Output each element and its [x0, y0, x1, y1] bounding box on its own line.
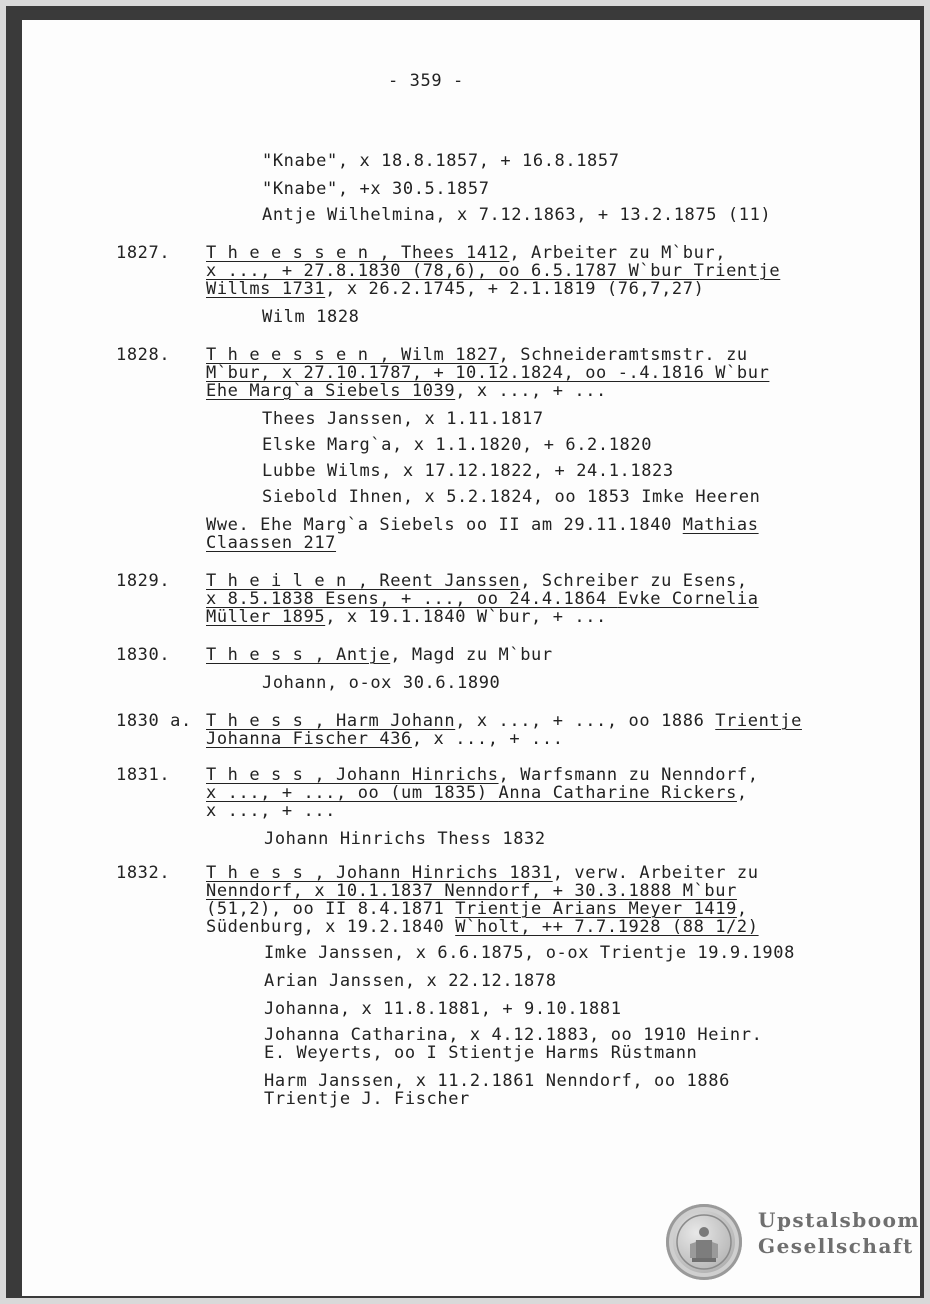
entry-1830a-spouse: Johanna Fischer 436: [206, 729, 412, 749]
entry-1830a-line2: [206, 730, 564, 748]
entry-1831-line2: [206, 784, 748, 802]
entry-1829-line1: [206, 572, 748, 590]
entry-1830-name: T h e s s , Antje: [206, 645, 391, 665]
entry-number-1828: 1828.: [116, 345, 171, 365]
logo-text-line2: Gesellschaft: [758, 1234, 914, 1258]
entry-1831-name: T h e s s , Johann Hinrichs: [206, 765, 499, 785]
child-line: Trientje J. Fischer: [264, 1089, 470, 1109]
entry-1828-line1: [206, 346, 748, 364]
child-line: Harm Janssen, x 11.2.1861 Nenndorf, oo 1886: [264, 1071, 730, 1091]
entry-1828-note1: [206, 516, 759, 534]
entry-1832-line4: [206, 918, 759, 936]
entry-1828-text: Wwe. Ehe Marg`a Siebels oo II am 29.11.1840: [206, 515, 683, 535]
entry-1827-text: , Arbeiter zu M`bur,: [509, 243, 727, 263]
entry-1832-text: , verw. Arbeiter zu: [552, 863, 759, 883]
entry-1832-text: W`holt, ++ 7.7.1928 (88 1/2): [455, 917, 759, 937]
entry-1827-line3: [206, 280, 704, 298]
entry-1828-spouse2: Mathias: [682, 515, 759, 535]
entry-1830a-spouse: Trientje: [715, 711, 802, 731]
entry-1832-text: ,: [736, 899, 748, 919]
entry-1832-line1: [206, 864, 759, 882]
entry-1827-spouse: Willms 1731: [206, 279, 326, 299]
entry-1830-line1: [206, 646, 553, 664]
page-number: - 359 -: [388, 71, 464, 91]
entry-1830-text: , Magd zu M`bur: [390, 645, 553, 665]
entry-1832-line3: [206, 900, 748, 918]
entry-1829-spouse: Müller 1895: [206, 607, 326, 627]
child-line: Arian Janssen, x 22.12.1878: [264, 971, 557, 991]
entry-1827-spouse: W`bur Trientje: [628, 261, 781, 281]
child-line: "Knabe", x 18.8.1857, + 16.8.1857: [262, 151, 620, 171]
entry-1828-name: T h e e s s e n , Wilm 1827: [206, 345, 499, 365]
entry-1827-text: x ..., + 27.8.1830 (78,6), oo 6.5.1787: [206, 261, 629, 281]
entry-1829-line2: [206, 590, 759, 608]
entry-1832-text: Südenburg, x 19.2.1840: [206, 917, 456, 937]
seal-figure-icon: [666, 1204, 742, 1280]
entry-1829-text: , x 19.1.1840 W`bur, + ...: [325, 607, 607, 627]
entry-1832-spouse: Trientje Arians Meyer 1419: [455, 899, 737, 919]
entry-1832-line2: Nenndorf, x 10.1.1837 Nenndorf, + 30.3.1888 M`bur: [206, 881, 737, 901]
child-line: E. Weyerts, oo I Stientje Harms Rüstmann: [264, 1043, 698, 1063]
child-line: Siebold Ihnen, x 5.2.1824, oo 1853 Imke Heeren: [262, 487, 761, 507]
entry-1830a-text: , x ..., + ...: [411, 729, 564, 749]
entry-1829-text: x 8.5.1838 Esens, + ..., oo 24.4.1864: [206, 589, 618, 609]
entry-1832-name: T h e s s , Johann Hinrichs 1831: [206, 863, 553, 883]
entry-number-1830a: 1830 a.: [116, 711, 192, 731]
entry-1830a-text: , x ..., + ..., oo 1886: [455, 711, 716, 731]
entry-1829-name: T h e i l e n , Reent Janssen: [206, 571, 521, 591]
entry-number-1831: 1831.: [116, 765, 171, 785]
entry-1830a-line1: [206, 712, 802, 730]
entry-1830a-name: T h e s s , Harm Johann: [206, 711, 456, 731]
entry-1827-name: T h e e s s e n , Thees 1412: [206, 243, 510, 263]
child-line: Johann Hinrichs Thess 1832: [264, 829, 546, 849]
entry-1828-line2: M`bur, x 27.10.1787, + 10.12.1824, oo -.4.1816 W`bur: [206, 363, 770, 383]
entry-1828-spouse: Ehe Marg`a Siebels 1039: [206, 381, 456, 401]
entry-1828-text: , x ..., + ...: [455, 381, 607, 401]
page-frame: [6, 6, 924, 1298]
child-line: Thees Janssen, x 1.11.1817: [262, 409, 544, 429]
entry-1831-text: ,: [736, 783, 748, 803]
child-line: Johann, o-ox 30.6.1890: [262, 673, 501, 693]
child-line: Johanna Catharina, x 4.12.1883, oo 1910 Heinr.: [264, 1025, 763, 1045]
document-page: [22, 20, 920, 1296]
child-line: Lubbe Wilms, x 17.12.1822, + 24.1.1823: [262, 461, 674, 481]
entry-1831-line1: [206, 766, 759, 784]
entry-1827-line2: [206, 262, 780, 280]
child-line: Wilm 1828: [262, 307, 360, 327]
entry-1827-text: , x 26.2.1745, + 2.1.1819 (76,7,27): [325, 279, 705, 299]
entry-1828-line3: [206, 382, 607, 400]
entry-number-1830: 1830.: [116, 645, 171, 665]
child-line: Johanna, x 11.8.1881, + 9.10.1881: [264, 999, 622, 1019]
child-line: Antje Wilhelmina, x 7.12.1863, + 13.2.1875 (11): [262, 205, 772, 225]
entry-1831-spouse: Anna Catharine Rickers: [498, 783, 737, 803]
entry-1828-text: , Schneideramtsmstr. zu: [498, 345, 748, 365]
entry-1828-note2: Claassen 217: [206, 533, 337, 553]
entry-1831-text: , Warfsmann zu Nenndorf,: [498, 765, 759, 785]
child-line: "Knabe", +x 30.5.1857: [262, 179, 490, 199]
entry-1829-line3: [206, 608, 607, 626]
entry-number-1832: 1832.: [116, 863, 171, 883]
entry-1827-line1: [206, 244, 726, 262]
entry-number-1827: 1827.: [116, 243, 171, 263]
child-line: Elske Marg`a, x 1.1.1820, + 6.2.1820: [262, 435, 653, 455]
entry-1829-text: , Schreiber zu Esens,: [520, 571, 748, 591]
seal-logo-icon: [666, 1204, 742, 1280]
entry-number-1829: 1829.: [116, 571, 171, 591]
entry-1831-line3: x ..., + ...: [206, 801, 337, 821]
logo-text-line1: Upstalsboom: [758, 1208, 921, 1232]
entry-1829-spouse: Evke Cornelia: [617, 589, 759, 609]
entry-1831-text: x ..., + ..., oo (um 1835): [206, 783, 499, 803]
child-line: Imke Janssen, x 6.6.1875, o-ox Trientje 19.9.1908: [264, 943, 795, 963]
entry-1832-text: (51,2), oo II 8.4.1871: [206, 899, 456, 919]
